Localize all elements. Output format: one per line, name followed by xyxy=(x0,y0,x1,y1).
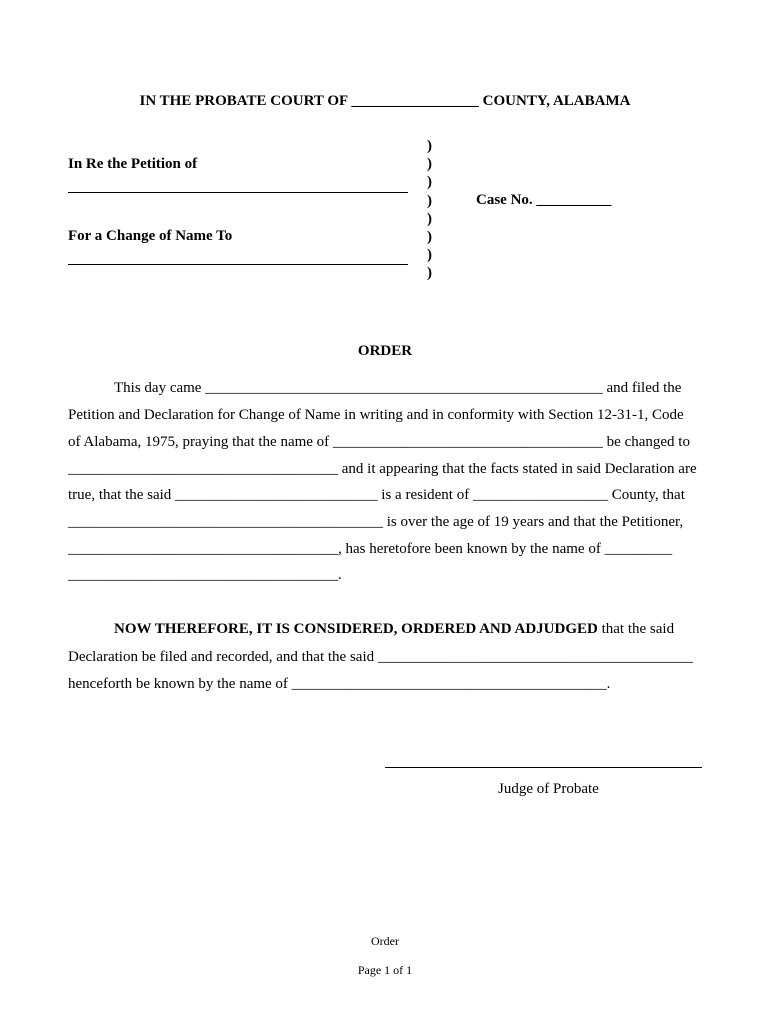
decree-line: henceforth be known by the name of __________________________________________. xyxy=(68,676,611,692)
footer-title: Order xyxy=(371,934,399,948)
signature-line xyxy=(385,767,702,768)
court-header: IN THE PROBATE COURT OF _________________ COUNTY, ALABAMA xyxy=(139,93,631,109)
order-text-line: __________________________________________ is over the age of 19 years and that the Petitioner, xyxy=(68,514,684,530)
signature-label: Judge of Probate xyxy=(498,781,599,797)
decree-line xyxy=(114,620,674,638)
caption-paren: ) xyxy=(427,174,432,191)
order-text-line: ____________________________________. xyxy=(68,567,342,583)
caption-paren: ) xyxy=(427,156,432,173)
decree-line: Declaration be filed and recorded, and that the said __________________________________________ xyxy=(68,649,693,665)
change-name-label: For a Change of Name To xyxy=(68,228,233,244)
caption-paren: ) xyxy=(427,192,432,209)
caption-paren: ) xyxy=(427,138,432,154)
order-title: ORDER xyxy=(357,343,413,359)
caption-paren: ) xyxy=(427,210,432,227)
caption-paren: ) xyxy=(427,228,432,245)
order-text-line: true, that the said ___________________________ is a resident of __________________ County, that xyxy=(68,487,685,503)
in-re-label: In Re the Petition of xyxy=(68,156,198,172)
decree-lead: NOW THEREFORE, IT IS CONSIDERED, ORDERED AND ADJUDGED xyxy=(114,621,598,637)
caption-paren: ) xyxy=(427,265,432,282)
case-number: Case No. __________ xyxy=(476,192,612,208)
page-number: Page 1 of 1 xyxy=(357,963,413,977)
order-text-line: of Alabama, 1975, praying that the name of ____________________________________ be changed to xyxy=(68,434,690,450)
petitioner-name-line xyxy=(68,192,408,193)
new-name-line xyxy=(68,264,408,265)
caption-parens xyxy=(427,137,432,283)
decree-rest: that the said xyxy=(597,621,675,637)
order-text-line: Petition and Declaration for Change of Name in writing and in conformity with Section 12-31-1, Code xyxy=(68,407,684,423)
order-text-line: ____________________________________ and it appearing that the facts stated in said Declaration are xyxy=(68,461,697,477)
order-text-line: This day came _____________________________________________________ and filed the xyxy=(114,380,682,396)
caption-paren: ) xyxy=(427,247,432,264)
order-text-line: ____________________________________, has heretofore been known by the name of _________ xyxy=(68,541,673,557)
